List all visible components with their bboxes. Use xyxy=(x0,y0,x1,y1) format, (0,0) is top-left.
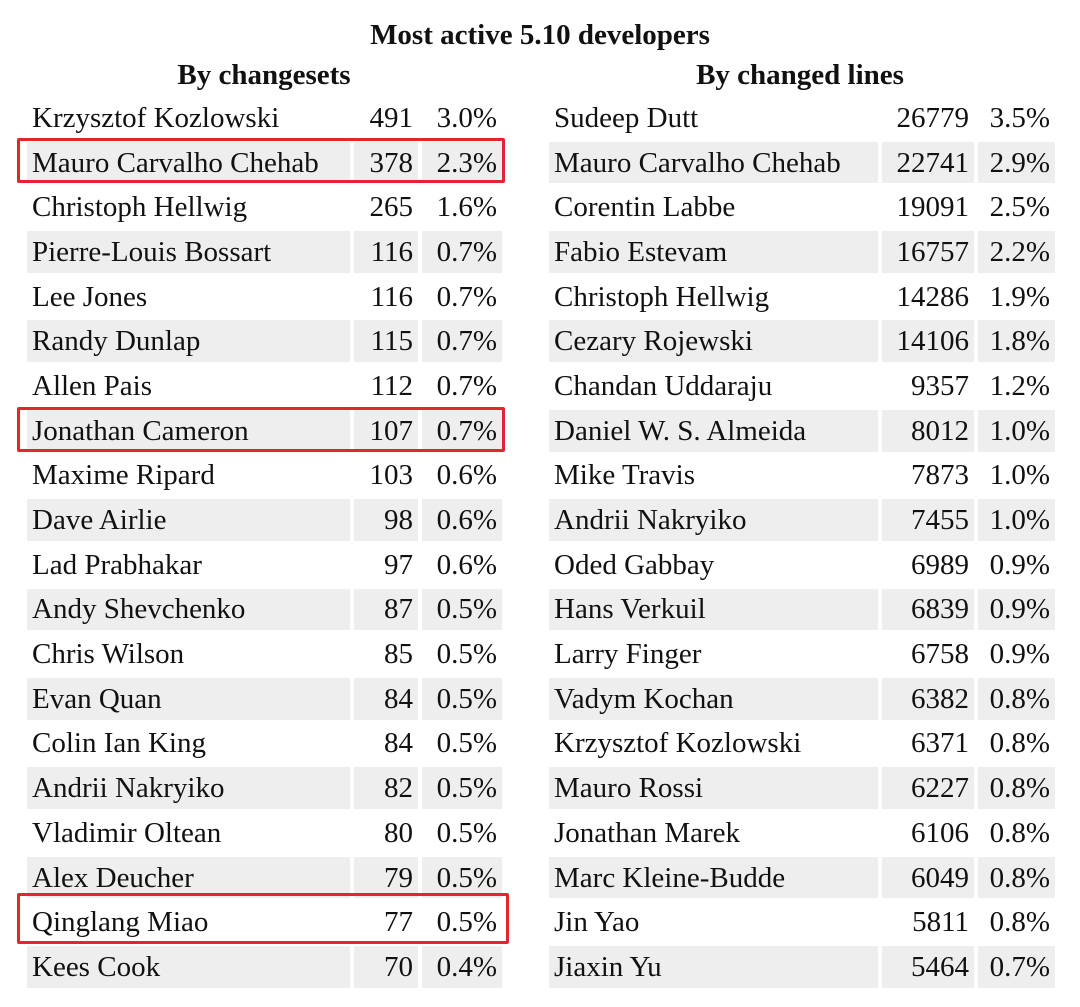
count-cell: 84 xyxy=(384,727,413,760)
percent-cell: 0.5% xyxy=(422,857,502,899)
developer-name-cell: Jiaxin Yu xyxy=(549,946,878,988)
table-row xyxy=(27,767,502,809)
table-row xyxy=(27,320,502,362)
count-cell: 7455 xyxy=(882,499,974,541)
percent-cell: 1.0% xyxy=(989,459,1050,492)
table-row xyxy=(27,365,502,407)
percent-cell: 0.6% xyxy=(422,499,502,541)
developer-name-cell: Marc Kleine-Budde xyxy=(549,857,878,899)
developer-name-cell: Cezary Rojewski xyxy=(549,320,878,362)
table-row xyxy=(549,544,1055,586)
table-row xyxy=(549,231,1055,273)
table-row xyxy=(549,946,1055,988)
table-row xyxy=(27,231,502,273)
table-row xyxy=(549,678,1055,720)
count-cell: 6227 xyxy=(882,767,974,809)
percent-cell: 3.0% xyxy=(436,101,497,134)
percent-cell: 0.6% xyxy=(436,548,497,581)
count-cell: 77 xyxy=(384,906,413,939)
percent-cell: 0.5% xyxy=(436,727,497,760)
table-row xyxy=(549,633,1055,675)
percent-cell: 0.7% xyxy=(978,946,1055,988)
percent-cell: 0.5% xyxy=(436,906,497,939)
count-cell: 112 xyxy=(370,369,413,402)
developer-name-cell: Andrii Nakryiko xyxy=(549,499,878,541)
percent-cell: 0.7% xyxy=(422,320,502,362)
percent-cell: 0.9% xyxy=(989,548,1050,581)
table-row xyxy=(549,455,1055,497)
developer-name-cell: Daniel W. S. Almeida xyxy=(549,410,878,452)
developer-name-cell: Chandan Uddaraju xyxy=(554,369,773,402)
percent-cell: 2.5% xyxy=(989,191,1050,224)
percent-cell: 0.8% xyxy=(989,816,1050,849)
count-cell: 6989 xyxy=(911,548,969,581)
count-cell: 6106 xyxy=(911,816,969,849)
developer-name-cell: Christoph Hellwig xyxy=(554,280,770,313)
table-row xyxy=(27,97,502,139)
developer-name-cell: Christoph Hellwig xyxy=(32,191,248,224)
developer-name-cell: Andrii Nakryiko xyxy=(27,767,350,809)
count-cell: 6371 xyxy=(911,727,969,760)
count-cell: 14106 xyxy=(882,320,974,362)
developer-name-cell: Andy Shevchenko xyxy=(27,589,350,631)
table-row xyxy=(27,589,502,631)
table-row xyxy=(27,455,502,497)
developer-name-cell: Mauro Carvalho Chehab xyxy=(27,142,350,184)
page-title: Most active 5.10 developers xyxy=(370,19,710,51)
count-cell: 79 xyxy=(354,857,418,899)
table-row xyxy=(549,901,1055,943)
developer-name-cell: Oded Gabbay xyxy=(554,548,715,581)
percent-cell: 0.7% xyxy=(422,410,502,452)
percent-cell: 0.8% xyxy=(978,678,1055,720)
count-cell: 116 xyxy=(370,280,413,313)
percent-cell: 1.0% xyxy=(978,499,1055,541)
developer-name-cell: Kees Cook xyxy=(27,946,350,988)
developer-name-cell: Lad Prabhakar xyxy=(32,548,202,581)
count-cell: 9357 xyxy=(911,369,969,402)
developer-name-cell: Qinglang Miao xyxy=(32,906,209,939)
count-cell: 8012 xyxy=(882,410,974,452)
developer-name-cell: Hans Verkuil xyxy=(549,589,878,631)
percent-cell: 0.5% xyxy=(436,816,497,849)
table-row xyxy=(549,320,1055,362)
table-row xyxy=(549,857,1055,899)
count-cell: 19091 xyxy=(896,191,969,224)
count-cell: 82 xyxy=(354,767,418,809)
developer-name-cell: Krzysztof Kozlowski xyxy=(554,727,802,760)
table-row xyxy=(27,544,502,586)
percent-cell: 2.9% xyxy=(978,142,1055,184)
table-row xyxy=(27,499,502,541)
developer-name-cell: Colin Ian King xyxy=(32,727,206,760)
count-cell: 115 xyxy=(354,320,418,362)
percent-cell: 0.9% xyxy=(989,638,1050,671)
percent-cell: 1.9% xyxy=(989,280,1050,313)
table-row xyxy=(549,767,1055,809)
developer-name-cell: Evan Quan xyxy=(27,678,350,720)
table-row xyxy=(549,410,1055,452)
percent-cell: 0.5% xyxy=(422,678,502,720)
percent-cell: 1.8% xyxy=(978,320,1055,362)
developer-name-cell: Lee Jones xyxy=(32,280,148,313)
count-cell: 97 xyxy=(384,548,413,581)
developer-name-cell: Dave Airlie xyxy=(27,499,350,541)
developer-name-cell: Corentin Labbe xyxy=(554,191,736,224)
percent-cell: 1.0% xyxy=(978,410,1055,452)
percent-cell: 2.2% xyxy=(978,231,1055,273)
table-row xyxy=(549,812,1055,854)
table-row xyxy=(549,186,1055,228)
count-cell: 26779 xyxy=(896,101,969,134)
developer-name-cell: Fabio Estevam xyxy=(549,231,878,273)
table-row xyxy=(27,142,502,184)
percent-cell: 0.8% xyxy=(978,767,1055,809)
table-row xyxy=(549,97,1055,139)
count-cell: 103 xyxy=(369,459,413,492)
percent-cell: 1.2% xyxy=(989,369,1050,402)
percent-cell: 3.5% xyxy=(989,101,1050,134)
count-cell: 5464 xyxy=(882,946,974,988)
developer-name-cell: Mauro Carvalho Chehab xyxy=(549,142,878,184)
count-cell: 107 xyxy=(354,410,418,452)
count-cell: 16757 xyxy=(882,231,974,273)
count-cell: 7873 xyxy=(911,459,969,492)
table-row xyxy=(27,276,502,318)
percent-cell: 2.3% xyxy=(422,142,502,184)
changed-lines-heading: By changed lines xyxy=(696,59,904,91)
percent-cell: 0.8% xyxy=(978,857,1055,899)
count-cell: 378 xyxy=(354,142,418,184)
count-cell: 116 xyxy=(354,231,418,273)
count-cell: 98 xyxy=(354,499,418,541)
developer-name-cell: Krzysztof Kozlowski xyxy=(32,101,280,134)
table-row xyxy=(549,365,1055,407)
percent-cell: 0.6% xyxy=(436,459,497,492)
table-row xyxy=(549,142,1055,184)
developer-name-cell: Alex Deucher xyxy=(27,857,350,899)
count-cell: 6049 xyxy=(882,857,974,899)
table-row xyxy=(549,276,1055,318)
changesets-table xyxy=(23,94,506,991)
developer-name-cell: Chris Wilson xyxy=(32,638,185,671)
count-cell: 6758 xyxy=(911,638,969,671)
table-row xyxy=(27,186,502,228)
table-row xyxy=(549,499,1055,541)
count-cell: 5811 xyxy=(912,906,969,939)
table-row xyxy=(27,410,502,452)
percent-cell: 0.5% xyxy=(436,638,497,671)
count-cell: 22741 xyxy=(882,142,974,184)
developer-name-cell: Pierre-Louis Bossart xyxy=(27,231,350,273)
table-row xyxy=(27,901,502,943)
developer-name-cell: Vadym Kochan xyxy=(549,678,878,720)
changesets-heading: By changesets xyxy=(177,59,351,91)
percent-cell: 0.7% xyxy=(436,369,497,402)
developer-name-cell: Mike Travis xyxy=(554,459,696,492)
count-cell: 80 xyxy=(384,816,413,849)
developer-name-cell: Jin Yao xyxy=(554,906,640,939)
count-cell: 6382 xyxy=(882,678,974,720)
percent-cell: 0.8% xyxy=(989,727,1050,760)
percent-cell: 0.8% xyxy=(989,906,1050,939)
count-cell: 265 xyxy=(369,191,413,224)
table-row xyxy=(549,589,1055,631)
developer-name-cell: Jonathan Cameron xyxy=(27,410,350,452)
developer-name-cell: Randy Dunlap xyxy=(27,320,350,362)
table-row xyxy=(27,812,502,854)
table-row xyxy=(27,857,502,899)
developer-name-cell: Vladimir Oltean xyxy=(32,816,222,849)
developer-name-cell: Mauro Rossi xyxy=(549,767,878,809)
percent-cell: 0.7% xyxy=(422,231,502,273)
count-cell: 84 xyxy=(354,678,418,720)
table-row xyxy=(27,723,502,765)
percent-cell: 0.9% xyxy=(978,589,1055,631)
table-row xyxy=(27,633,502,675)
percent-cell: 0.7% xyxy=(436,280,497,313)
count-cell: 85 xyxy=(384,638,413,671)
table-row xyxy=(549,723,1055,765)
changed-lines-table xyxy=(545,94,1059,991)
count-cell: 491 xyxy=(369,101,413,134)
percent-cell: 0.5% xyxy=(422,767,502,809)
percent-cell: 0.4% xyxy=(422,946,502,988)
table-row xyxy=(27,946,502,988)
percent-cell: 0.5% xyxy=(422,589,502,631)
count-cell: 14286 xyxy=(896,280,969,313)
count-cell: 6839 xyxy=(882,589,974,631)
developer-name-cell: Jonathan Marek xyxy=(554,816,741,849)
developer-name-cell: Maxime Ripard xyxy=(32,459,215,492)
count-cell: 70 xyxy=(354,946,418,988)
table-row xyxy=(27,678,502,720)
count-cell: 87 xyxy=(354,589,418,631)
percent-cell: 1.6% xyxy=(436,191,497,224)
developer-name-cell: Sudeep Dutt xyxy=(554,101,699,134)
developer-name-cell: Larry Finger xyxy=(554,638,702,671)
developer-name-cell: Allen Pais xyxy=(32,369,153,402)
